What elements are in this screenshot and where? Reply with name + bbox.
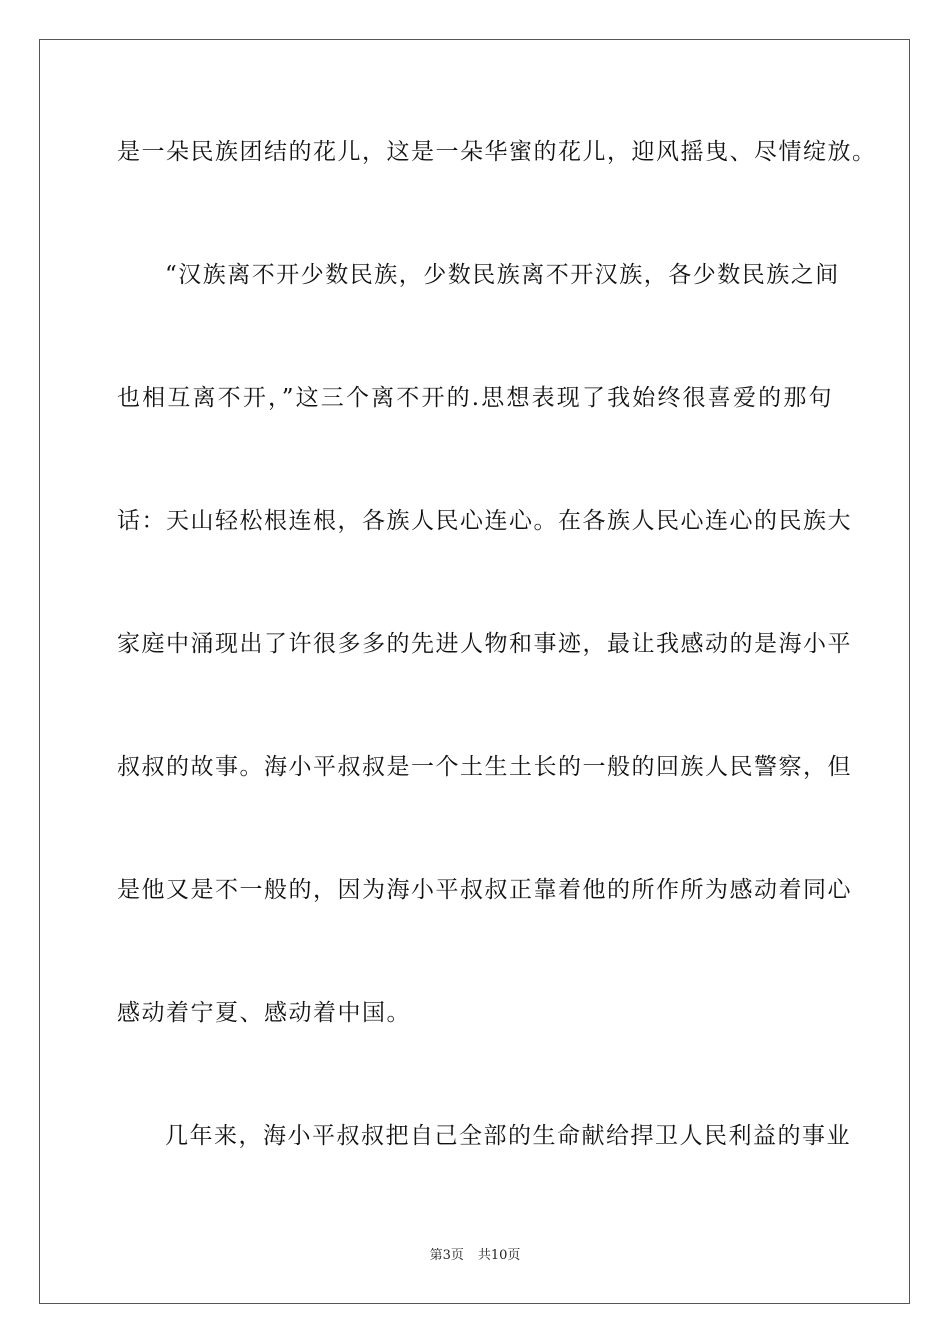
page-total: 共10页 [477, 1248, 521, 1263]
page-border [39, 39, 910, 1304]
text-line-7: 是他又是不一般的，因为海小平叔叔正靠着他的所作所为感动着同心 [117, 877, 852, 903]
page-number: 第3页 [429, 1248, 464, 1263]
text-line-1: 是一朵民族团结的花儿，这是一朵华蜜的花儿，迎风摇曳、尽情绽放。 [117, 139, 877, 165]
page-footer [0, 1247, 950, 1265]
text-line-8: 感动着宁夏、感动着中国。 [117, 1000, 411, 1026]
text-line-5: 家庭中涌现出了许很多多的先进人物和事迹，最让我感动的是海小平 [117, 631, 852, 657]
text-line-3: 也相互离不开，”这三个离不开的.思想表现了我始终很喜爱的那句 [117, 385, 833, 411]
text-line-2: “汉族离不开少数民族，少数民族离不开汉族，各少数民族之间 [165, 262, 840, 288]
text-line-6: 叔叔的故事。海小平叔叔是一个土生土长的一般的回族人民警察，但 [117, 754, 852, 780]
text-line-4: 话：天山轻松根连根，各族人民心连心。在各族人民心连心的民族大 [117, 508, 852, 534]
text-line-9: 几年来，海小平叔叔把自己全部的生命献给捍卫人民利益的事业 [165, 1123, 851, 1149]
